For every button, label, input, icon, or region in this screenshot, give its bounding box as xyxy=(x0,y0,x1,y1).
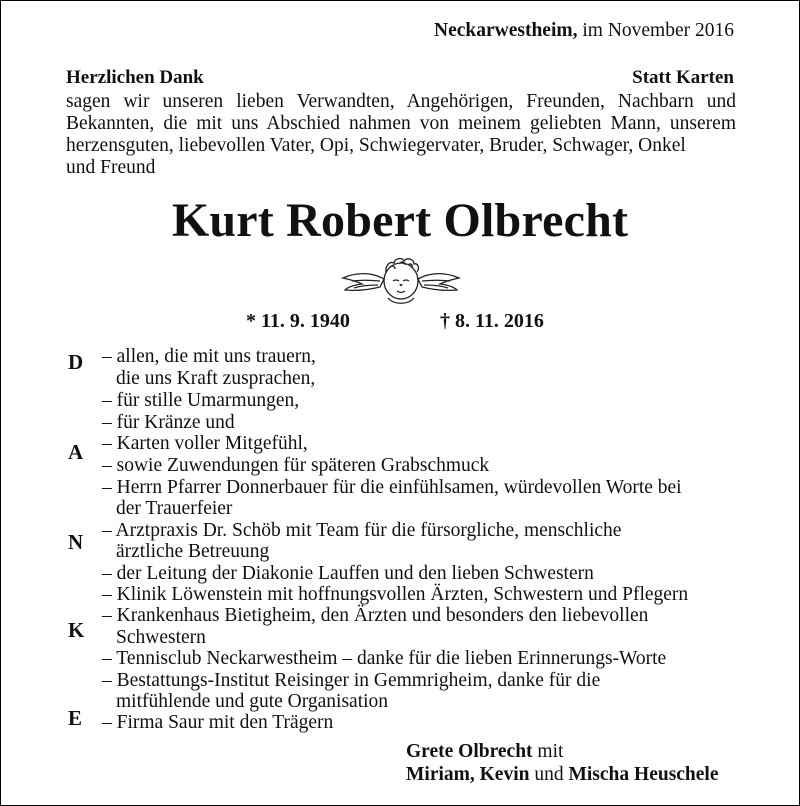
death-date: † 8. 11. 2016 xyxy=(440,310,544,332)
thanks-line: der Trauerfeier xyxy=(116,498,233,519)
thanks-line: – Klinik Löwenstein mit hoffnungsvollen Ärzten, Schwestern und Pflegern xyxy=(102,584,689,605)
thanks-line: – Karten voller Mitgefühl, xyxy=(102,433,308,454)
date: im November 2016 xyxy=(577,20,734,41)
thanks-line: – für stille Umarmungen, xyxy=(102,390,300,411)
dank-letter-k: K xyxy=(68,618,85,642)
thanks-line: – sowie Zuwendungen für späteren Grabschmuck xyxy=(102,455,490,476)
place-date xyxy=(434,20,734,42)
signature-line-1 xyxy=(406,741,563,763)
deceased-name: Kurt Robert Olbrecht xyxy=(171,194,629,247)
thanks-heading: Herzlichen Dank xyxy=(66,67,204,88)
signature-names-miriam-kevin: Miriam, Kevin xyxy=(406,764,530,785)
thanks-line: mitfühlende und gute Organisation xyxy=(116,691,389,712)
intro-last-line: und Freund xyxy=(66,157,156,178)
thanks-line: – Firma Saur mit den Trägern xyxy=(102,712,334,733)
thanks-line: die uns Kraft zusprachen, xyxy=(116,368,316,389)
thanks-line: – Krankenhaus Bietigheim, den Ärzten und besonders den liebevollen xyxy=(102,605,649,626)
thanks-line: – Bestattungs-Institut Reisinger in Gemmrigheim, danke für die xyxy=(102,670,601,691)
thanks-line: ärztliche Betreuung xyxy=(116,541,270,562)
dank-letter-a: A xyxy=(68,440,84,464)
thanks-line: – allen, die mit uns trauern, xyxy=(102,346,316,367)
cherub-icon xyxy=(340,253,462,309)
signature-und: und xyxy=(529,764,569,785)
thanks-line: – der Leitung der Diakonie Lauffen und den lieben Schwestern xyxy=(102,563,594,584)
birth-date: * 11. 9. 1940 xyxy=(246,310,350,332)
signature-name-mischa: Mischa Heuschele xyxy=(568,764,719,785)
thanks-line: Schwestern xyxy=(116,627,206,648)
thanks-line: – Herrn Pfarrer Donnerbauer für die einfühlsamen, würdevollen Worte bei xyxy=(102,477,682,498)
instead-of-cards-heading: Statt Karten xyxy=(632,67,734,88)
thanks-line: – für Kränze und xyxy=(102,412,235,433)
intro-text: sagen wir unseren lieben Verwandten, Angehörigen, Freunden, Nachbarn und Bekannten, die mit uns Abschied nahmen von meinem geliebten Mann, unserem herzensguten, liebevollen Vater, Opi, Schwiegervater, Bruder, Schwager, Onkel xyxy=(66,91,736,156)
dank-letter-n: N xyxy=(68,530,84,554)
signature-line-2 xyxy=(406,764,719,786)
signature-mit: mit xyxy=(532,741,564,762)
dank-letter-e: E xyxy=(68,706,83,730)
place: Neckarwestheim, xyxy=(433,20,578,41)
thanks-line: – Tennisclub Neckarwestheim – danke für die lieben Erinnerungs-Worte xyxy=(102,648,667,669)
signature-name-grete: Grete Olbrecht xyxy=(406,741,533,762)
thanks-line: – Arztpraxis Dr. Schöb mit Team für die fürsorgliche, menschliche xyxy=(102,520,622,541)
dank-letter-d: D xyxy=(68,350,84,374)
